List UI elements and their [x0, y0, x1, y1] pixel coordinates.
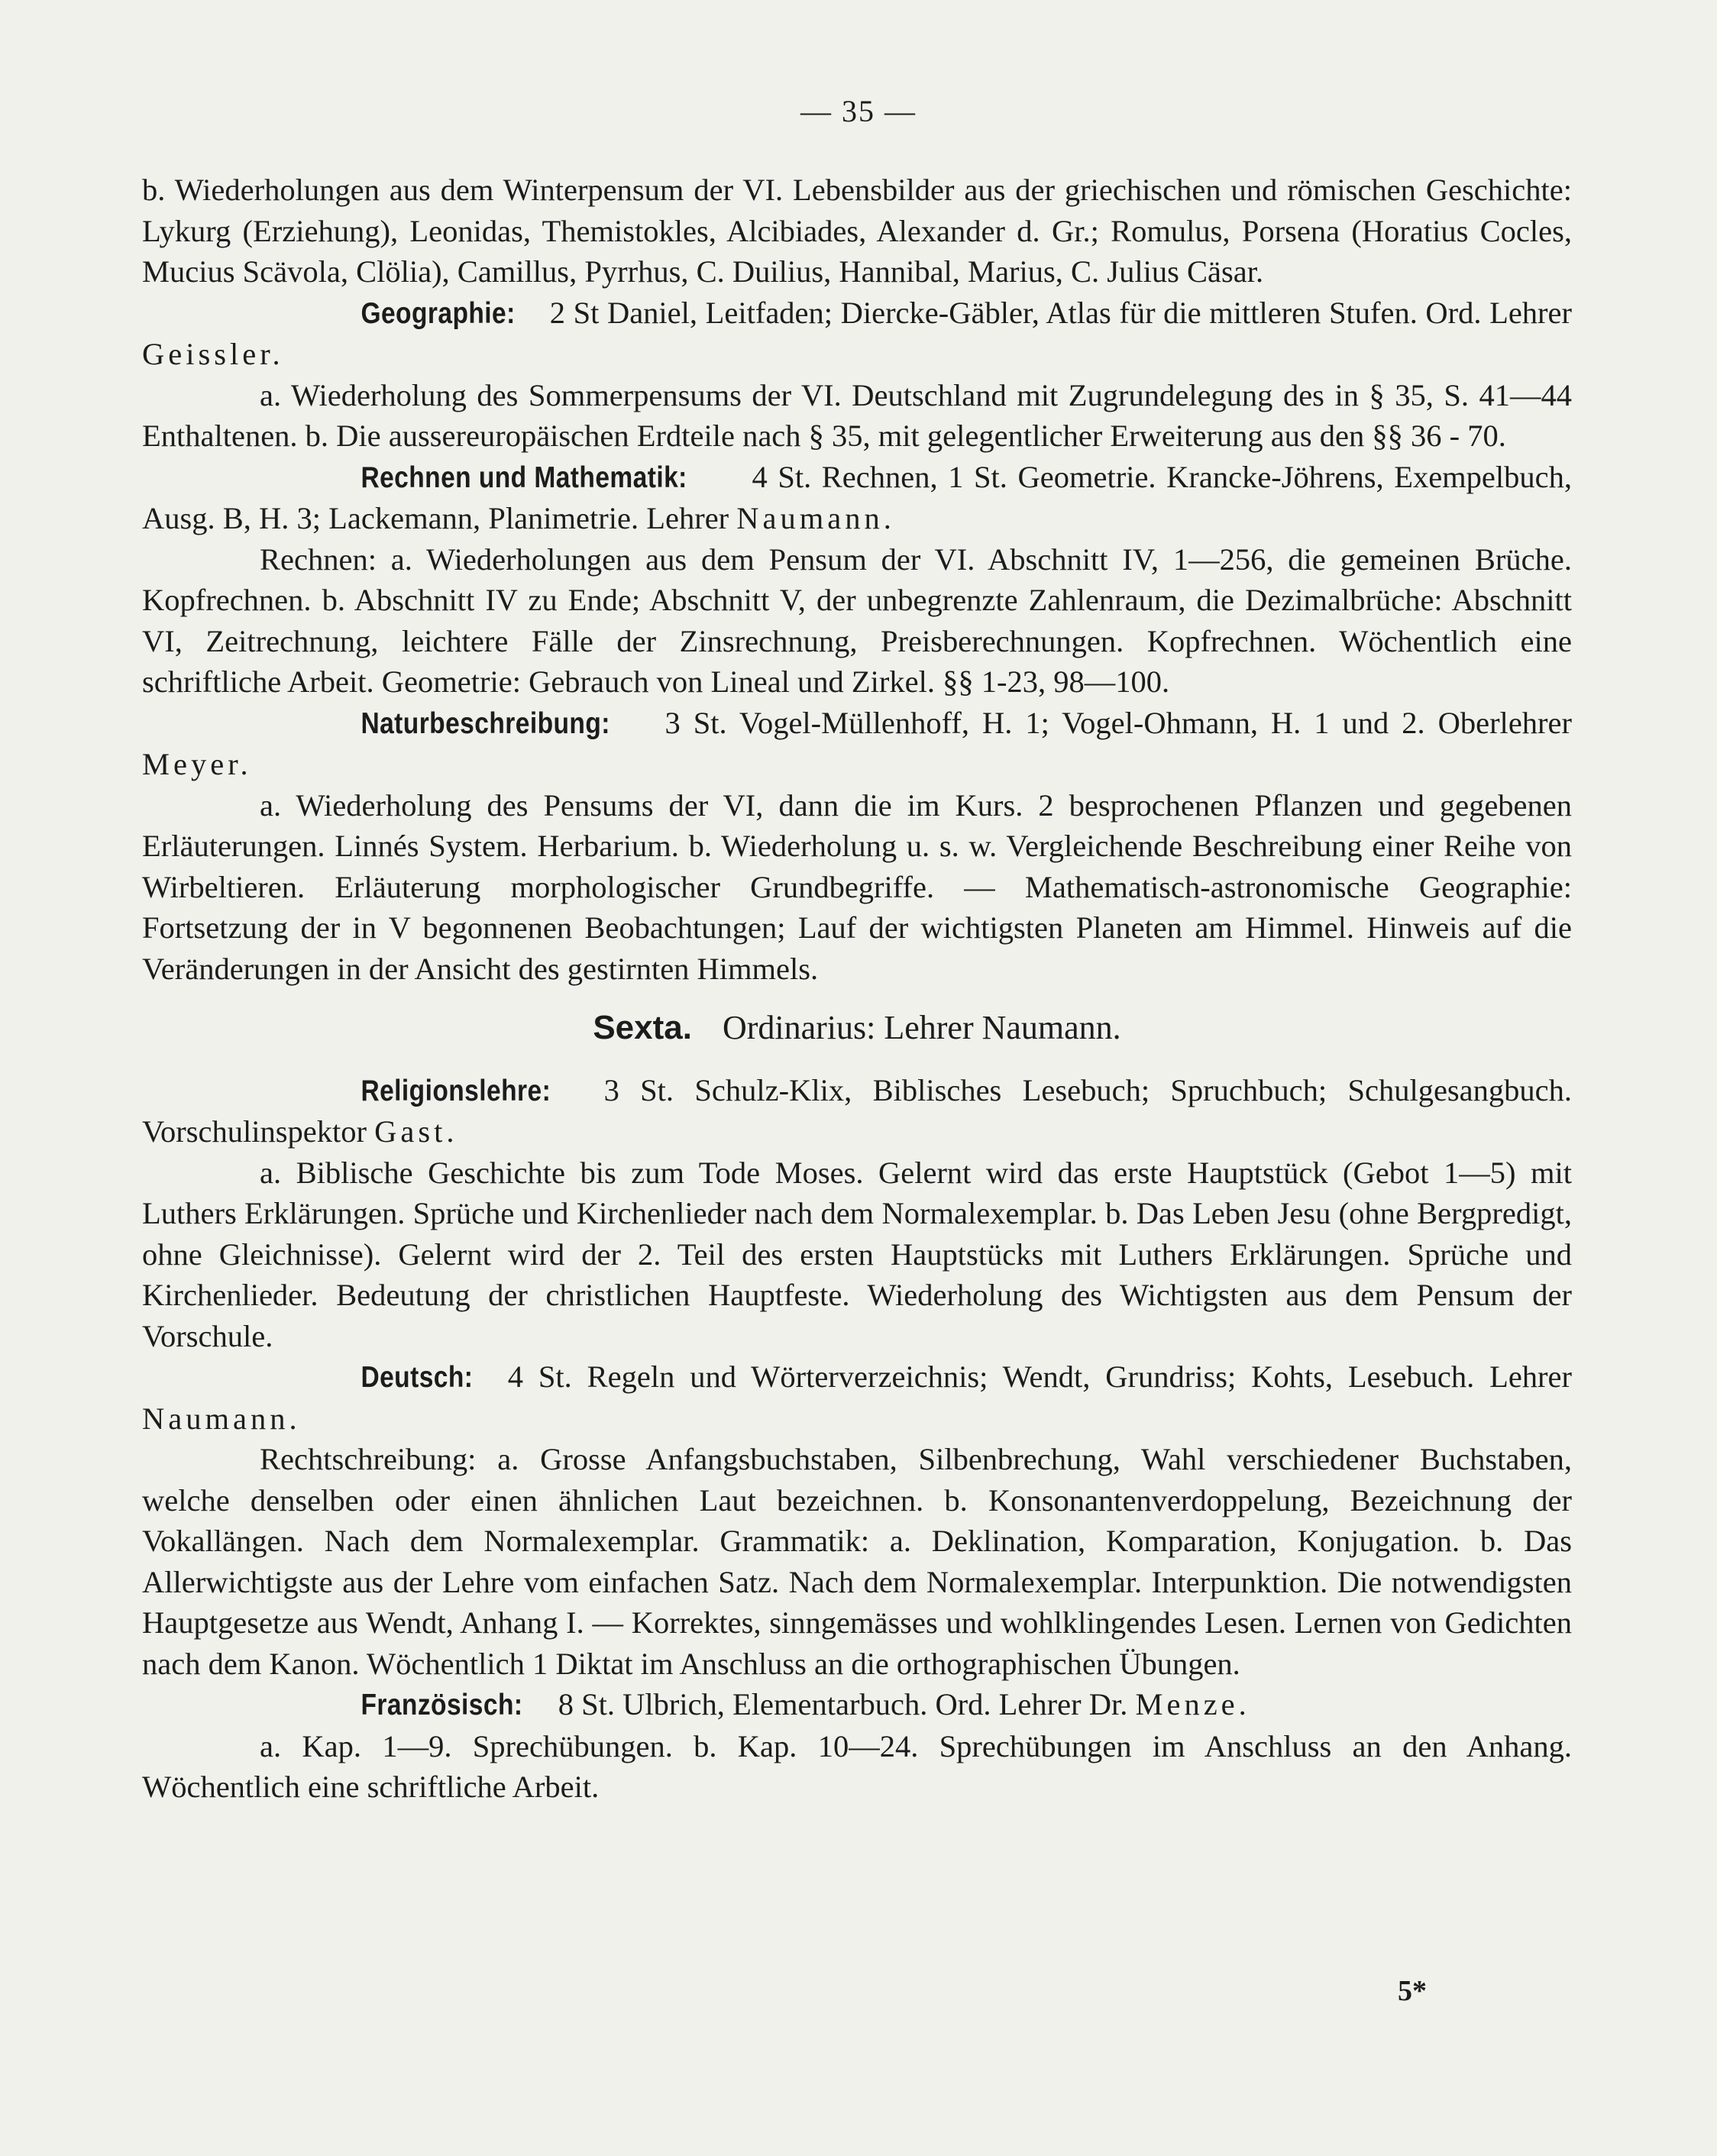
- section-rechnen: [142, 457, 1572, 539]
- paragraph-franzoesisch-detail: a. Kap. 1—9. Sprechübungen. b. Kap. 10—24. Sprechübungen im Anschluss an den Anhang. Wöchentlich eine schriftliche Arbeit.: [142, 1728, 1572, 1804]
- teacher-name: Menze.: [1135, 1687, 1250, 1721]
- subject-heading-rechnen: Rechnen und Mathematik:: [361, 461, 687, 494]
- page-number: — 35 —: [800, 94, 917, 128]
- paragraph-wiederholungen: b. Wiederholungen aus dem Winterpensum der VI. Lebensbilder aus der griechischen und römischen Geschichte: Lykurg (Erziehung), Leonidas, Themistokles, Alcibiades, Alexander d. Gr.; Romulus, Porsena (Horatius Cocles, Mucius Scävola, Clölia), Camillus, Pyrrhus, C. Duilius, Hannibal, Marius, C. Julius Cäsar.: [142, 173, 1572, 289]
- paragraph-deutsch-detail: Rechtschreibung: a. Grosse Anfangsbuchstaben, Silbenbrechung, Wahl verschiedener Buchstaben, welche denselben oder einen ähnlichen Laut bezeichnen. b. Konsonantenverdoppelung, Bezeichnung der Vokallängen. Nach dem Normalexemplar. Grammatik: a. Deklination, Komparation, Konjugation. b. Das Allerwichtigste aus der Lehre vom einfachen Satz. Nach dem Normalexemplar. Interpunktion. Die notwendigsten Hauptgesetze aus Wendt, Anhang I. — Korrektes, sinngemässes und wohlklingendes Lesen. Lernen von Gedichten nach dem Kanon. Wöchentlich 1 Diktat im Anschluss an die orthographischen Übungen.: [142, 1442, 1572, 1681]
- paragraph-rechnen-detail: Rechnen: a. Wiederholungen aus dem Pensum der VI. Abschnitt IV, 1—256, die gemeinen Brüche. Kopfrechnen. b. Abschnitt IV zu Ende; Abschnitt V, der unbegrenzte Zahlenraum, die Dezimalbrüche: Abschnitt VI, Zeitrechnung, leichtere Fälle der Zinsrechnung, Preisberechnungen. Kopfrechnen. Wöchentlich eine schriftliche Arbeit. Geometrie: Gebrauch von Lineal und Zirkel. §§ 1-23, 98—100.: [142, 541, 1572, 699]
- section-text: 2 St Daniel, Leitfaden; Diercke-Gäbler, Atlas für die mittleren Stufen. Ord. Lehrer: [549, 295, 1572, 330]
- class-heading-sexta: [142, 1007, 1572, 1049]
- section-text: 4 St. Rechnen, 1 St. Geometrie. Krancke-Jöhrens, Exempelbuch, Ausg. B, H. 3; Lackemann, Planimetrie. Lehrer: [142, 459, 1573, 535]
- section-text: 3 St. Vogel-Müllenhoff, H. 1; Vogel-Ohmann, H. 1 und 2. Oberlehrer: [664, 705, 1572, 740]
- class-ordinarius: Ordinarius: Lehrer Naumann.: [722, 1009, 1121, 1046]
- paragraph-geographie-detail: a. Wiederholung des Sommerpensums der VI. Deutschland mit Zugrundelegung des in § 35, S. 41—44 Enthaltenen. b. Die aussereuropäischen Erdteile nach § 35, mit gelegentlicher Erweiterung aus den §§ 36 - 70.: [142, 377, 1572, 453]
- section-deutsch: [142, 1356, 1572, 1439]
- subject-heading-geographie: Geographie:: [361, 296, 516, 330]
- teacher-name: Naumann.: [142, 1401, 301, 1436]
- section-franzoesisch: [142, 1684, 1572, 1726]
- signature-mark: 5*: [1398, 1975, 1427, 2007]
- paragraph-naturbeschreibung-detail: a. Wiederholung des Pensums der VI, dann die im Kurs. 2 besprochenen Pflanzen und gegebenen Erläuterungen. Linnés System. Herbarium. b. Wiederholung u. s. w. Vergleichende Beschreibung einer Reihe von Wirbeltieren. Erläuterung morphologischer Grundbegriffe. — Mathematisch-astronomische Geographie: Fortsetzung der in V begonnenen Beobachtungen; Lauf der wichtigsten Planeten am Himmel. Hinweis auf die Veränderungen in der Ansicht des gestirnten Himmels.: [142, 787, 1572, 986]
- teacher-name: Naumann.: [736, 501, 895, 535]
- subject-heading-naturbeschreibung: Naturbeschreibung:: [361, 706, 610, 740]
- subject-heading-deutsch: Deutsch:: [361, 1361, 474, 1394]
- section-text: 8 St. Ulbrich, Elementarbuch. Ord. Lehrer Dr.: [558, 1687, 1128, 1721]
- subject-heading-religionslehre: Religionslehre:: [361, 1074, 551, 1107]
- paragraph-religionslehre-detail: a. Biblische Geschichte bis zum Tode Moses. Gelernt wird das erste Hauptstück (Gebot 1—5) mit Luthers Erklärungen. Sprüche und Kirchenlieder nach dem Normalexemplar. b. Das Leben Jesu (ohne Bergpredigt, ohne Gleichnisse). Gelernt wird der 2. Teil des ersten Hauptstücks mit Luthers Erklärungen. Sprüche und Kirchenlieder. Bedeutung der christlichen Hauptfeste. Wiederholung des Wichtigsten aus dem Pensum der Vorschule.: [142, 1155, 1572, 1353]
- class-name: Sexta.: [593, 1009, 692, 1046]
- teacher-name: Meyer.: [142, 747, 252, 781]
- teacher-name: Geissler.: [142, 337, 284, 371]
- teacher-name: Gast.: [374, 1114, 458, 1149]
- section-religionslehre: [142, 1070, 1572, 1152]
- section-naturbeschreibung: [142, 703, 1572, 785]
- section-text: 4 St. Regeln und Wörterverzeichnis; Wendt, Grundriss; Kohts, Lesebuch. Lehrer: [507, 1359, 1572, 1394]
- section-geographie: [142, 293, 1572, 375]
- section-text: 3 St. Schulz-Klix, Biblisches Lesebuch; Spruchbuch; Schulgesangbuch. Vorschulinspektor: [142, 1072, 1573, 1149]
- subject-heading-franzoesisch: Französisch:: [361, 1689, 523, 1721]
- page-body: [142, 170, 1572, 1808]
